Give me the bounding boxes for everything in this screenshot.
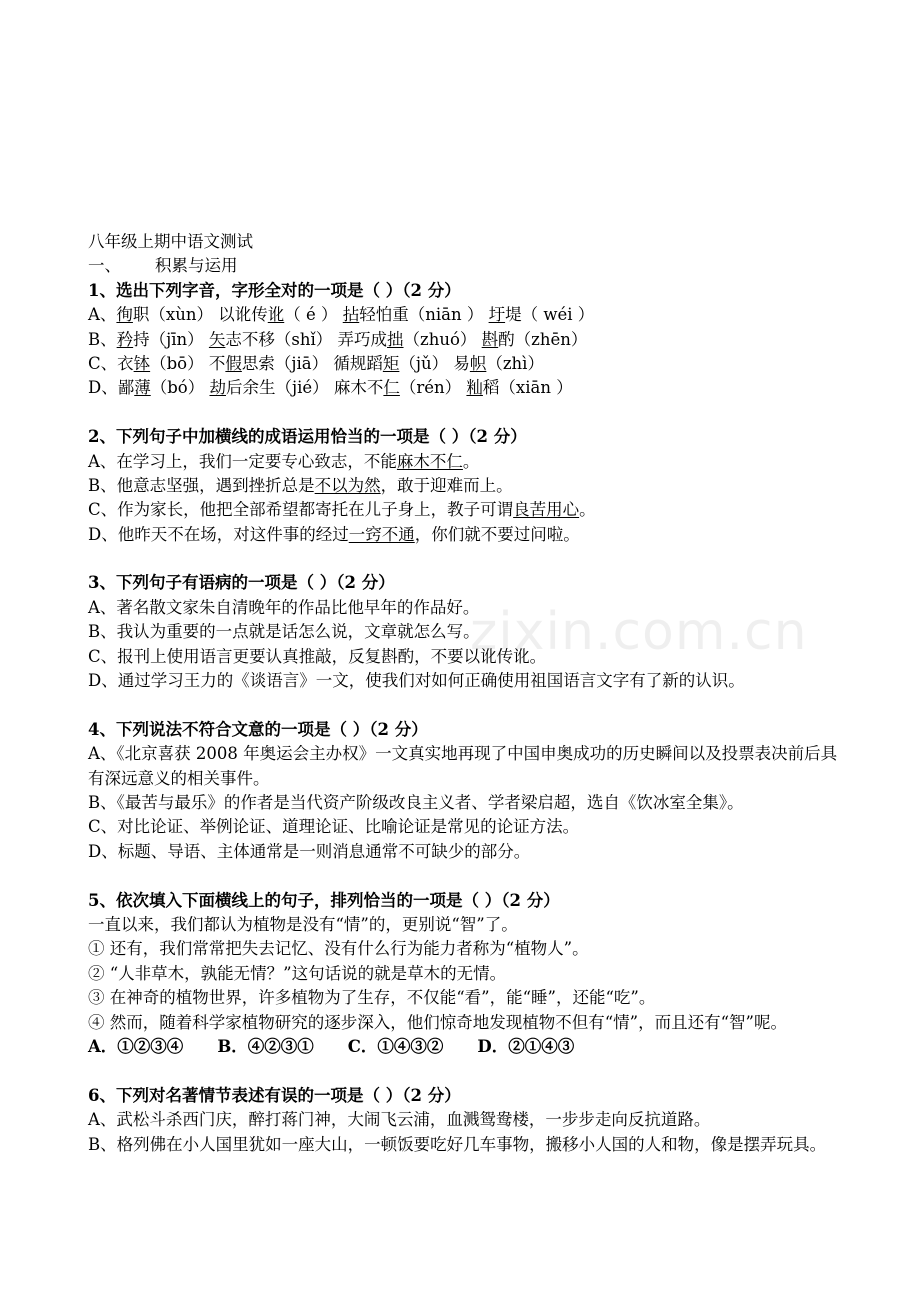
option-d: D．②①④③: [477, 1036, 575, 1056]
page-title: 八年级上期中语文测试: [88, 232, 253, 251]
question-5-stem: 5、依次填入下面横线上的句子，排列恰当的一项是（ ）（2 分）: [88, 890, 560, 910]
watermark: zixin.com.cn: [470, 602, 808, 662]
question-4-stem: 4、下列说法不符合文意的一项是（ ）（2 分）: [88, 719, 428, 739]
question-5-sentence-2: ② “人非草木，孰能无情？”这句话说的就是草木的无情。: [88, 963, 507, 983]
section-heading: [88, 254, 838, 278]
question-2-option-c: C、作为家长，他把全部希望都寄托在儿子身上，教子可谓良苦用心。: [88, 500, 596, 520]
question-2-stem: 2、下列句子中加横线的成语运用恰当的一项是（ ）（2 分）: [88, 427, 527, 447]
question-2-option-b: B、他意志坚强，遇到挫折总是不以为然，敢于迎难而上。: [88, 475, 513, 495]
question-3-option-d: D、通过学习王力的《谈语言》一文，使我们对如何正确使用祖国语言文字有了新的认识。: [88, 671, 745, 691]
question-6-stem: 6、下列对名著情节表述有误的一项是（ ）（2 分）: [88, 1085, 461, 1105]
question-1-option-b: B、矜持（jīn） 矢志不移（shǐ） 弄巧成拙（zhuó） 斟酌（zhēn）: [88, 329, 588, 349]
option-a: A．①②③④: [88, 1036, 184, 1056]
option-b: B．④②③①: [217, 1036, 314, 1056]
question-3-option-c: C、报刊上使用语言更要认真推敲，反复斟酌，不要以讹传讹。: [88, 646, 547, 666]
question-3-stem: 3、下列句子有语病的一项是（ ）（2 分）: [88, 573, 395, 593]
question-3-option-b: B、我认为重要的一点就是话怎么说，文章就怎么写。: [88, 622, 480, 642]
option-c: C．①④③②: [347, 1036, 444, 1056]
question-1-option-c: C、衣钵（bō） 不假思索（jiā） 循规蹈矩（jǔ） 易帜（zhì）: [88, 353, 544, 373]
question-2-option-d: D、他昨天不在场，对这件事的经过一窍不通，你们就不要过问啦。: [88, 524, 580, 544]
question-6-option-b: B、格列佛在小人国里犹如一座大山，一顿饭要吃好几车事物，搬移小人国的人和物，像是摆弄玩具。: [88, 1134, 827, 1154]
question-4-option-d: D、标题、导语、主体通常是一则消息通常不可缺少的部分。: [88, 841, 531, 861]
exam-page: [88, 230, 838, 1157]
question-5-sentence-4: ④ 然而，随着科学家植物研究的逐步深入，他们惊奇地发现植物不但有“情”，而且还有“智”呢。: [88, 1012, 787, 1032]
question-5-intro: 一直以来，我们都认为植物是没有“情”的，更别说“智”了。: [88, 914, 518, 934]
question-2-option-a: A、在学习上，我们一定要专心致志，不能麻木不仁。: [88, 451, 480, 471]
question-5-sentence-3: ③ 在神奇的植物世界，许多植物为了生存，不仅能“看”，能“睡”，还能“吃”。: [88, 988, 656, 1008]
question-3-option-a: A、著名散文家朱自清晚年的作品比他早年的作品好。: [88, 597, 480, 617]
question-4-option-c: C、对比论证、举例论证、道理论证、比喻论证是常见的论证方法。: [88, 817, 580, 837]
question-1-stem: 1、选出下列字音，字形全对的一项是（ ）（2 分）: [88, 280, 461, 300]
question-1-option-d: D、鄙薄（bó） 劫后余生（jié） 麻木不仁（rén） 籼稻（xiān ）: [88, 378, 573, 398]
question-4-option-b: B、《最苦与最乐》的作者是当代资产阶级改良主义者、学者梁启超，选自《饮冰室全集》。: [88, 793, 744, 813]
question-5-options: [88, 1035, 838, 1059]
question-1-option-a: A、徇职（xùn） 以讹传讹（ é ） 拈轻怕重（niān ） 圩堤（ wéi ）: [88, 305, 595, 325]
question-6-option-a: A、武松斗杀西门庆，醉打蒋门神，大闹飞云浦，血溅鸳鸯楼，一步步走向反抗道路。: [88, 1110, 711, 1130]
question-4-option-a: A、《北京喜获 2008 年奥运会主办权》一文真实地再现了中国申奥成功的历史瞬间以及投票表决前后具有深远意义的相关事件。: [88, 744, 838, 788]
section-number: 一、: [88, 256, 121, 276]
question-5-sentence-1: ① 还有，我们常常把失去记忆、没有什么行为能力者称为“植物人”。: [88, 939, 589, 959]
section-label: 积累与运用: [155, 256, 238, 276]
